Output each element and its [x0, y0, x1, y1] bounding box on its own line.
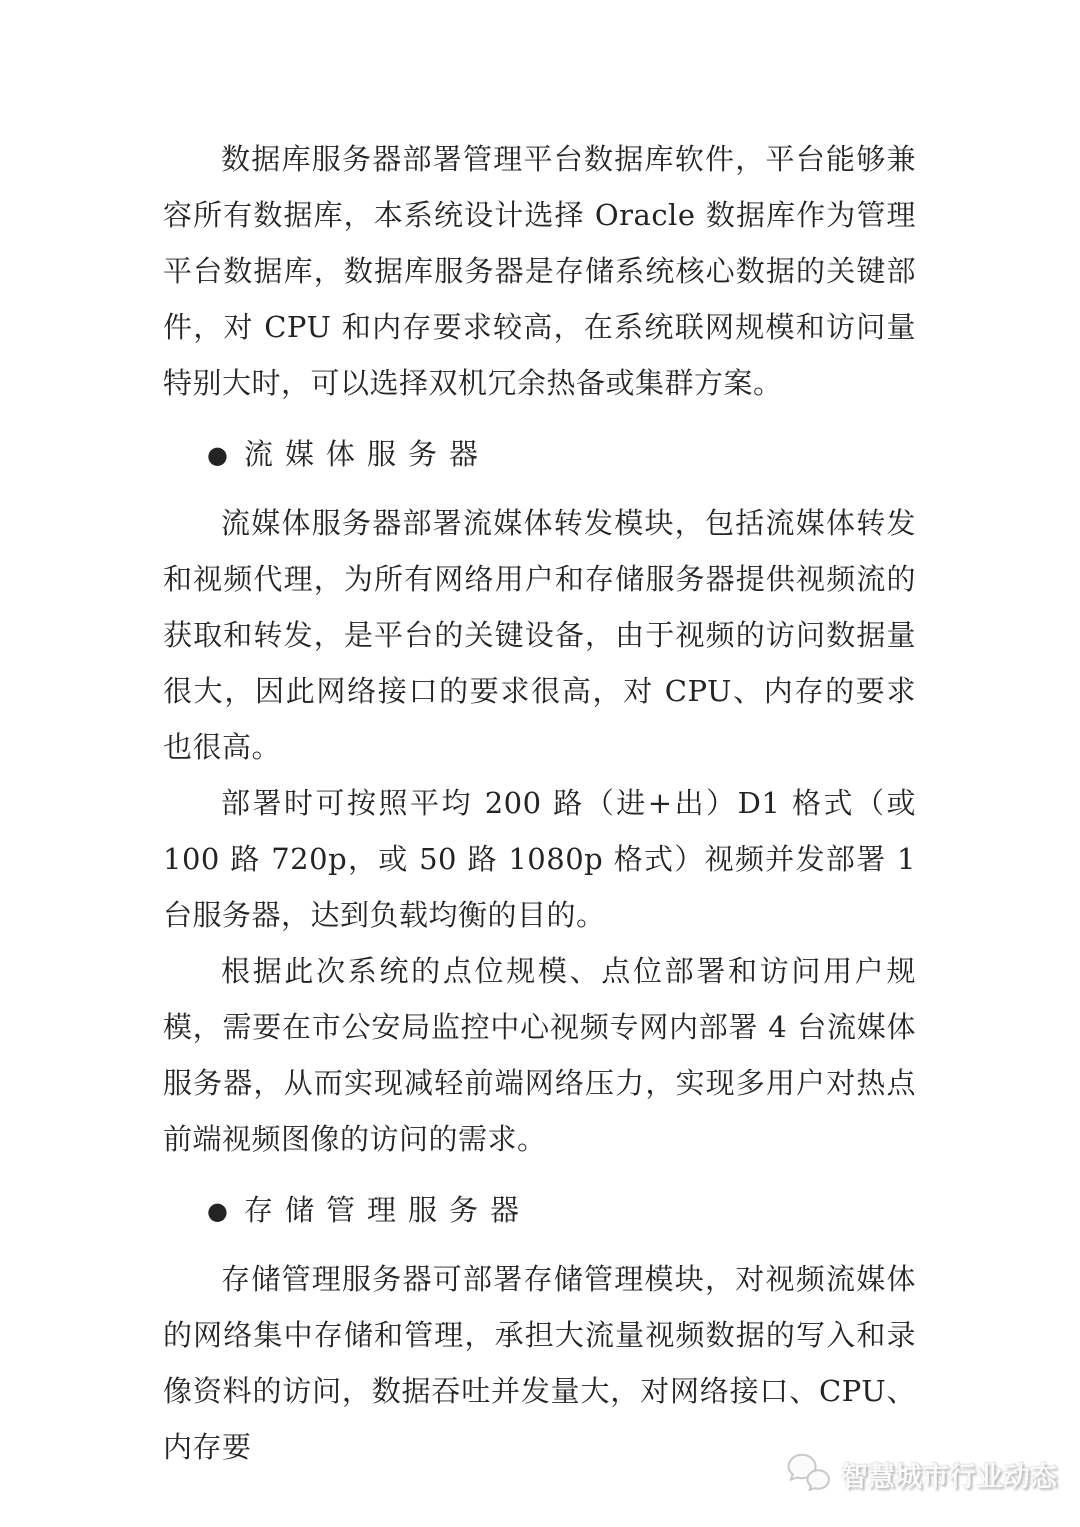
bullet-item-storage-server	[207, 1182, 916, 1239]
bullet-label: 存储管理服务器	[243, 1193, 531, 1227]
paragraph-deployment-scale: 根据此次系统的点位规模、点位部署和访问用户规模，需要在市公安局监控中心视频专网内部署 4 台流媒体服务器，从而实现减轻前端网络压力，实现多用户对热点前端视频图像的访问的需求。	[163, 954, 916, 1156]
bullet-icon: ●	[207, 441, 228, 469]
paragraph-storage-overview: 存储管理服务器可部署存储管理模块，对视频流媒体的网络集中存储和管理，承担大流量视频数据的写入和录像资料的访问，数据吞吐并发量大，对网络接口、CPU、内存要	[163, 1262, 916, 1464]
document-body	[163, 131, 916, 1475]
chat-bubbles-icon	[786, 1452, 832, 1496]
paragraph-streaming-overview: 流媒体服务器部署流媒体转发模块，包括流媒体转发和视频代理，为所有网络用户和存储服务器提供视频流的获取和转发，是平台的关键设备，由于视频的访问数据量很大，因此网络接口的要求很高，对 CPU、内存的要求也很高。	[163, 506, 916, 764]
bullet-icon: ●	[207, 1197, 228, 1225]
bullet-label: 流媒体服务器	[243, 437, 490, 471]
brand-watermark	[786, 1452, 1057, 1496]
paragraph-deployment-capacity: 部署时可按照平均 200 路（进+出）D1 格式（或 100 路 720p，或 50 路 1080p 格式）视频并发部署 1 台服务器，达到负载均衡的目的。	[163, 786, 916, 932]
brand-label: 智慧城市行业动态	[841, 1461, 1057, 1493]
bullet-item-streaming-server	[207, 426, 916, 483]
paragraph-database-server: 数据库服务器部署管理平台数据库软件，平台能够兼容所有数据库，本系统设计选择 Oracle 数据库作为管理平台数据库，数据库服务器是存储系统核心数据的关键部件，对 CPU 和内存要求较高，在系统联网规模和访问量特别大时，可以选择双机冗余热备或集群方案。	[163, 142, 916, 400]
